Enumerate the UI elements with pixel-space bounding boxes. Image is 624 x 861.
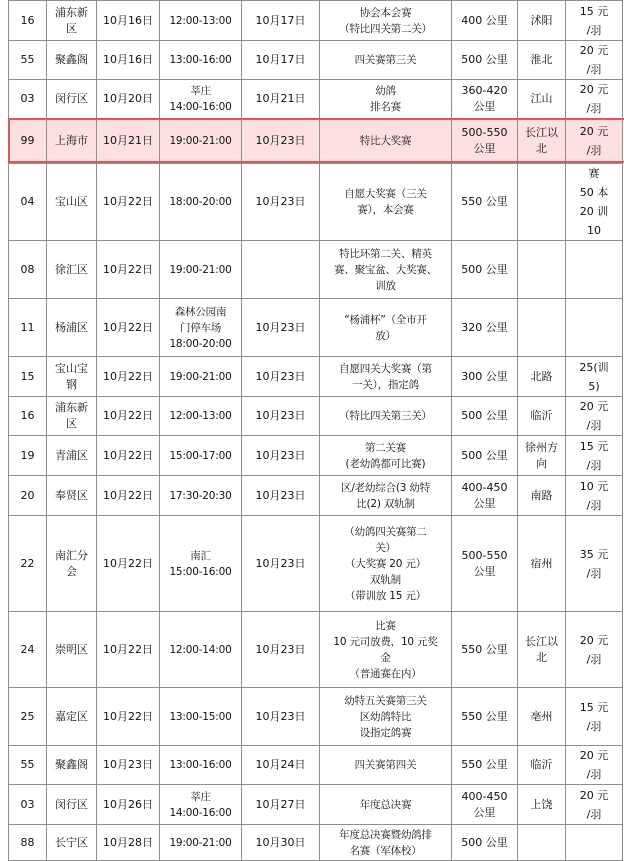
cell-district: 青浦区 (47, 436, 97, 476)
cell-basket-time: 12:00-14:00 (160, 612, 242, 688)
cell-basket-date: 10月20日 (97, 80, 160, 119)
cell-race-date (242, 241, 320, 299)
cell-race-name: 第二关赛 (老幼鸽都可比赛) (320, 436, 452, 476)
cell-release-location: 宿州 (518, 516, 566, 612)
table-row (9, 41, 623, 80)
cell-fee: 20 元 /羽 (566, 80, 623, 119)
cell-race-date: 10月21日 (242, 80, 320, 119)
cell-basket-time: 17:30-20:30 (160, 476, 242, 516)
cell-race-date: 10月23日 (242, 357, 320, 397)
cell-basket-time: 19:00-21:00 (160, 119, 242, 164)
cell-club-number: 20 (9, 476, 47, 516)
cell-club-number: 88 (9, 825, 47, 861)
cell-distance: 500 公里 (452, 397, 518, 436)
cell-club-number: 22 (9, 516, 47, 612)
cell-club-number: 04 (9, 164, 47, 241)
cell-race-name: 幼鸽 排名赛 (320, 80, 452, 119)
cell-district: 聚鑫阁 (47, 746, 97, 785)
cell-club-number: 99 (9, 119, 47, 164)
cell-district: 宝山宝 钢 (47, 357, 97, 397)
cell-race-name: 自愿大奖赛（三关 赛），本会赛 (320, 164, 452, 241)
table-row (9, 436, 623, 476)
cell-district: 奉贤区 (47, 476, 97, 516)
cell-release-location: 临沂 (518, 397, 566, 436)
table-row (9, 612, 623, 688)
table-row (9, 357, 623, 397)
cell-distance: 360-420 公里 (452, 80, 518, 119)
cell-race-name: 四关赛第四关 (320, 746, 452, 785)
cell-district: 宝山区 (47, 164, 97, 241)
cell-fee: 35 元 /羽 (566, 516, 623, 612)
cell-distance: 400 公里 (452, 1, 518, 41)
cell-basket-date: 10月22日 (97, 436, 160, 476)
cell-club-number: 15 (9, 357, 47, 397)
cell-basket-time: 森林公园南 门停车场 18:00-20:00 (160, 299, 242, 357)
cell-basket-time: 19:00-21:00 (160, 357, 242, 397)
cell-race-date: 10月23日 (242, 299, 320, 357)
cell-distance: 500-550 公里 (452, 119, 518, 164)
cell-distance: 500-550 公里 (452, 516, 518, 612)
cell-race-name: “杨浦杯”（全市开 放） (320, 299, 452, 357)
cell-race-name: 年度总决赛 (320, 785, 452, 825)
cell-race-name: （幼鸽四关赛第二 关） （大奖赛 20 元） 双轨制 （带训放 15 元） (320, 516, 452, 612)
cell-club-number: 11 (9, 299, 47, 357)
cell-release-location (518, 825, 566, 861)
cell-basket-time: 19:00-21:00 (160, 241, 242, 299)
cell-basket-date: 10月16日 (97, 1, 160, 41)
cell-distance: 400-450 公里 (452, 785, 518, 825)
table-row (9, 164, 623, 241)
cell-basket-date: 10月26日 (97, 785, 160, 825)
race-schedule-sheet (8, 0, 622, 861)
table-row (9, 80, 623, 119)
cell-basket-date: 10月22日 (97, 397, 160, 436)
cell-release-location: 亳州 (518, 688, 566, 746)
cell-race-date: 10月23日 (242, 612, 320, 688)
cell-race-name: 区/老幼综合(3 幼特 比(2) 双轨制 (320, 476, 452, 516)
cell-fee: 25(训 5) (566, 357, 623, 397)
cell-race-name: 自愿四关大奖赛（第 一关），指定鸽 (320, 357, 452, 397)
cell-distance: 300 公里 (452, 357, 518, 397)
cell-race-name: （特比四关第三关） (320, 397, 452, 436)
race-schedule-table (8, 0, 623, 861)
cell-release-location: 长江以 北 (518, 612, 566, 688)
cell-distance: 500 公里 (452, 825, 518, 861)
cell-race-date: 10月27日 (242, 785, 320, 825)
cell-club-number: 03 (9, 785, 47, 825)
cell-fee: 15 元 /羽 (566, 688, 623, 746)
cell-release-location: 淮北 (518, 41, 566, 80)
table-row (9, 1, 623, 41)
table-row (9, 516, 623, 612)
cell-club-number: 24 (9, 612, 47, 688)
cell-district: 徐汇区 (47, 241, 97, 299)
cell-fee: 20 元 /羽 (566, 746, 623, 785)
table-row (9, 241, 623, 299)
cell-race-name: 特比环第二关、精英 赛、聚宝盆、大奖赛、 训放 (320, 241, 452, 299)
cell-fee: 10 元 /羽 (566, 476, 623, 516)
cell-basket-time: 13:00-15:00 (160, 688, 242, 746)
cell-fee: 20 元 /羽 (566, 41, 623, 80)
cell-basket-time: 莘庄 14:00-16:00 (160, 785, 242, 825)
cell-club-number: 55 (9, 41, 47, 80)
cell-release-location (518, 299, 566, 357)
cell-race-date: 10月23日 (242, 164, 320, 241)
cell-race-date: 10月23日 (242, 436, 320, 476)
cell-district: 长宁区 (47, 825, 97, 861)
cell-distance: 500 公里 (452, 436, 518, 476)
cell-race-name: 协会本会赛 （特比四关第二关） (320, 1, 452, 41)
cell-race-date: 10月23日 (242, 688, 320, 746)
cell-basket-date: 10月22日 (97, 357, 160, 397)
cell-race-name: 年度总决赛暨幼鸽排 名赛（军体校） (320, 825, 452, 861)
cell-distance: 550 公里 (452, 746, 518, 785)
cell-release-location: 江山 (518, 80, 566, 119)
cell-district: 上海市 (47, 119, 97, 164)
cell-district: 闵行区 (47, 80, 97, 119)
cell-club-number: 19 (9, 436, 47, 476)
cell-basket-time: 19:00-21:00 (160, 825, 242, 861)
cell-fee: 赛 50 本 20 训 10 (566, 164, 623, 241)
cell-race-date: 10月17日 (242, 1, 320, 41)
cell-basket-time: 南汇 15:00-16:00 (160, 516, 242, 612)
cell-distance: 320 公里 (452, 299, 518, 357)
cell-race-date: 10月23日 (242, 397, 320, 436)
cell-distance: 400-450 公里 (452, 476, 518, 516)
cell-race-date: 10月23日 (242, 476, 320, 516)
table-row (9, 397, 623, 436)
cell-basket-time: 莘庄 14:00-16:00 (160, 80, 242, 119)
cell-basket-time: 18:00-20:00 (160, 164, 242, 241)
cell-fee (566, 825, 623, 861)
cell-club-number: 25 (9, 688, 47, 746)
cell-race-name: 比赛 10 元司放费，10 元奖 金 （普通赛在内） (320, 612, 452, 688)
cell-district: 闵行区 (47, 785, 97, 825)
cell-release-location: 徐州方 向 (518, 436, 566, 476)
cell-basket-date: 10月28日 (97, 825, 160, 861)
cell-fee: 20 元 /羽 (566, 119, 623, 164)
cell-race-name: 特比大奖赛 (320, 119, 452, 164)
cell-basket-time: 12:00-13:00 (160, 397, 242, 436)
table-row (9, 746, 623, 785)
cell-fee: 20 元 /羽 (566, 785, 623, 825)
cell-district: 浦东新 区 (47, 1, 97, 41)
table-row (9, 299, 623, 357)
cell-district: 南汇分 会 (47, 516, 97, 612)
cell-release-location: 临沂 (518, 746, 566, 785)
cell-release-location (518, 241, 566, 299)
cell-race-date: 10月23日 (242, 119, 320, 164)
cell-district: 崇明区 (47, 612, 97, 688)
cell-fee: 15 元 /羽 (566, 436, 623, 476)
cell-basket-date: 10月22日 (97, 164, 160, 241)
cell-release-location: 上饶 (518, 785, 566, 825)
cell-race-name: 幼特五关赛第三关 区幼鸽特比 设指定鸽赛 (320, 688, 452, 746)
table-row (9, 688, 623, 746)
cell-basket-time: 15:00-17:00 (160, 436, 242, 476)
cell-basket-time: 13:00-16:00 (160, 41, 242, 80)
cell-club-number: 16 (9, 1, 47, 41)
cell-fee (566, 299, 623, 357)
cell-district: 嘉定区 (47, 688, 97, 746)
cell-basket-date: 10月22日 (97, 688, 160, 746)
cell-basket-time: 13:00-16:00 (160, 746, 242, 785)
cell-fee (566, 241, 623, 299)
cell-fee: 20 元 /羽 (566, 397, 623, 436)
table-row (9, 476, 623, 516)
table-row (9, 785, 623, 825)
cell-basket-date: 10月16日 (97, 41, 160, 80)
cell-basket-time: 12:00-13:00 (160, 1, 242, 41)
cell-race-date: 10月24日 (242, 746, 320, 785)
cell-fee: 15 元 /羽 (566, 1, 623, 41)
cell-basket-date: 10月22日 (97, 516, 160, 612)
cell-district: 浦东新 区 (47, 397, 97, 436)
cell-release-location: 沭阳 (518, 1, 566, 41)
table-row (9, 825, 623, 861)
cell-basket-date: 10月21日 (97, 119, 160, 164)
cell-distance: 550 公里 (452, 688, 518, 746)
cell-release-location: 南路 (518, 476, 566, 516)
cell-distance: 550 公里 (452, 612, 518, 688)
cell-release-location: 北路 (518, 357, 566, 397)
cell-club-number: 03 (9, 80, 47, 119)
cell-basket-date: 10月22日 (97, 612, 160, 688)
cell-club-number: 08 (9, 241, 47, 299)
cell-basket-date: 10月23日 (97, 746, 160, 785)
cell-fee: 20 元 /羽 (566, 612, 623, 688)
cell-district: 聚鑫阁 (47, 41, 97, 80)
cell-distance: 550 公里 (452, 164, 518, 241)
cell-district: 杨浦区 (47, 299, 97, 357)
cell-distance: 500 公里 (452, 241, 518, 299)
cell-basket-date: 10月22日 (97, 476, 160, 516)
cell-basket-date: 10月22日 (97, 299, 160, 357)
table-row (9, 119, 623, 164)
cell-race-date: 10月23日 (242, 516, 320, 612)
cell-club-number: 16 (9, 397, 47, 436)
cell-race-name: 四关赛第三关 (320, 41, 452, 80)
cell-release-location: 长江以 北 (518, 119, 566, 164)
cell-distance: 500 公里 (452, 41, 518, 80)
cell-race-date: 10月17日 (242, 41, 320, 80)
cell-release-location (518, 164, 566, 241)
cell-race-date: 10月30日 (242, 825, 320, 861)
cell-basket-date: 10月22日 (97, 241, 160, 299)
cell-club-number: 55 (9, 746, 47, 785)
